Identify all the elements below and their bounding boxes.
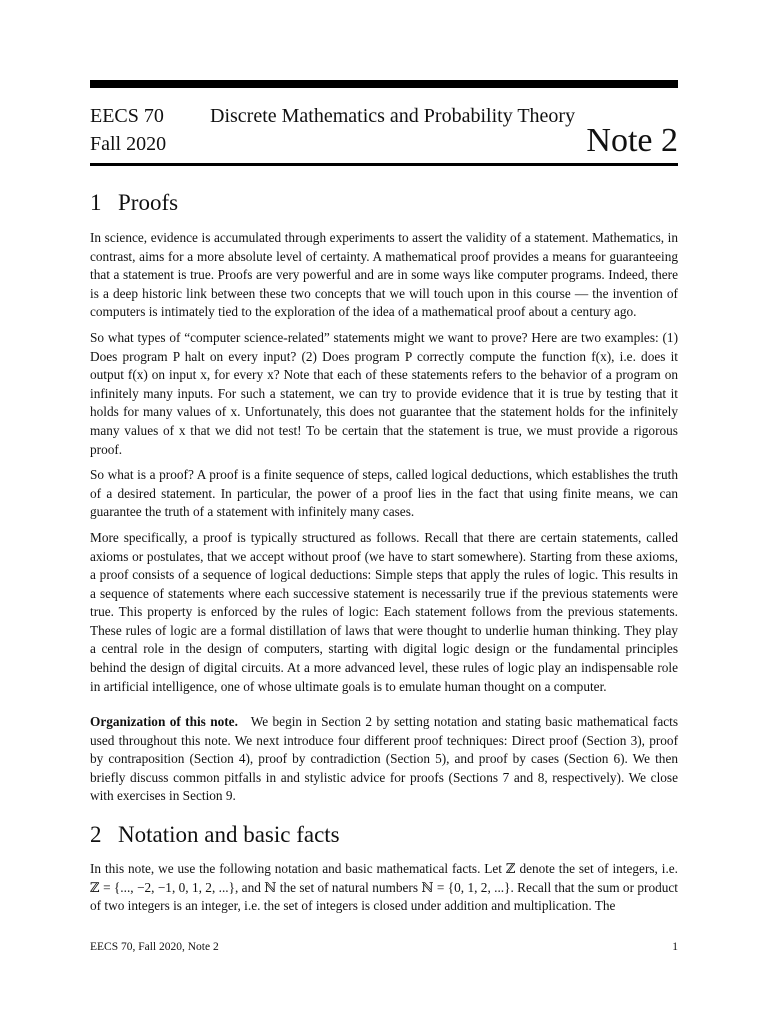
course-title: Discrete Mathematics and Probability Theory	[210, 105, 576, 127]
paragraph-notation: In this note, we use the following notation and basic mathematical facts. Let ℤ denote the set of integers, i.e. ℤ = {..., −2, −1, 0, 1, 2, ...}, and ℕ the set of natural numbers ℕ = {0, 1, 2, ...}. Recall that the sum or product of two integers is an integer, i.e. the set of integers is closed under addition and multiplication. The	[90, 861, 678, 914]
page-number: 1	[672, 941, 678, 953]
section-2-heading	[90, 822, 340, 848]
section-1-title: Proofs	[118, 190, 179, 215]
paragraph-what-is-proof: So what is a proof? A proof is a finite sequence of steps, called logical deductions, which establishes the truth of a desired statement. In particular, the power of a proof lies in the fact that using finite means, we can guarantee the truth of a statement with infinitely many cases.	[90, 467, 678, 520]
paragraph-structure: More specifically, a proof is typically structured as follows. Recall that there are certain statements, called axioms or postulates, that we accept without proof (we have to start somewhere). Starting from these axioms, a proof consists of a sequence of logical deductions: Simple steps that apply the rules of logic. This results in a sequence of statements where each successive statement is necessarily true if the previous statements were true. This property is enforced by the rules of logic: Each statement follows from the previous statements. These rules of logic are a formal distillation of laws that were thought to underlie human thinking. They play a central role in the design of computers, starting with digital logic design or the fundamental principles behind the design of digital circuits. At a more advanced level, these rules of logic play an indispensable role in artificial intelligence, one of whose ultimate goals is to emulate human thought on a computer.	[90, 529, 678, 694]
section-2-title: Notation and basic facts	[118, 822, 340, 847]
header-bottom-rule	[90, 163, 678, 166]
note-number: Note 2	[586, 122, 678, 159]
organization-label: Organization of this note.	[90, 714, 238, 729]
section-1-number: 1	[90, 190, 102, 215]
paragraph-examples: So what types of “computer science-related” statements might we want to prove? Here are two examples: (1) Does program P halt on every input? (2) Does program P correctly compute the function f(x), i.e. does it output f(x) on input x, for every x? Note that each of these statements refers to the behavior of a program on infinitely many inputs. For such a statement, we can try to provide evidence that it is true by testing that it holds for many values of x. Unfortunately, this does not guarantee that the statement holds for the infinitely many values of x that we did not test! To be certain that the statement is true, we must provide a rigorous proof.	[90, 329, 678, 457]
section-1-heading	[90, 190, 178, 216]
header-top-rule	[90, 80, 678, 88]
section-2-body	[90, 860, 678, 923]
footer-text: EECS 70, Fall 2020, Note 2	[90, 941, 219, 953]
section-2-number: 2	[90, 822, 102, 847]
paragraph-intro: In science, evidence is accumulated through experiments to assert the validity of a statement. Mathematics, in contrast, aims for a more absolute level of certainty. A mathematical proof provides a means for guaranteeing that a statement is true. Proofs are very powerful and are in some ways like computer programs. Indeed, there is a deep historic link between these two concepts that we will touch upon in this course — the invention of computers is intimately tied to the exploration of the idea of a mathematical proof about a century ago.	[90, 230, 678, 320]
organization-paragraph	[90, 713, 678, 813]
course-term: Fall 2020	[90, 133, 167, 155]
organization-text: We begin in Section 2 by setting notation and stating basic mathematical facts used throughout this note. We next introduce four different proof techniques: Direct proof (Section 3), proof by contraposition (Section 4), proof by contradiction (Section 5), and proof by cases (Section 6). We then briefly discuss common pitfalls in and stylistic advice for proofs (Sections 7 and 8, respectively). We close with exercises in Section 9.	[90, 714, 678, 804]
section-1-body	[90, 229, 678, 703]
course-code: EECS 70	[90, 105, 164, 127]
